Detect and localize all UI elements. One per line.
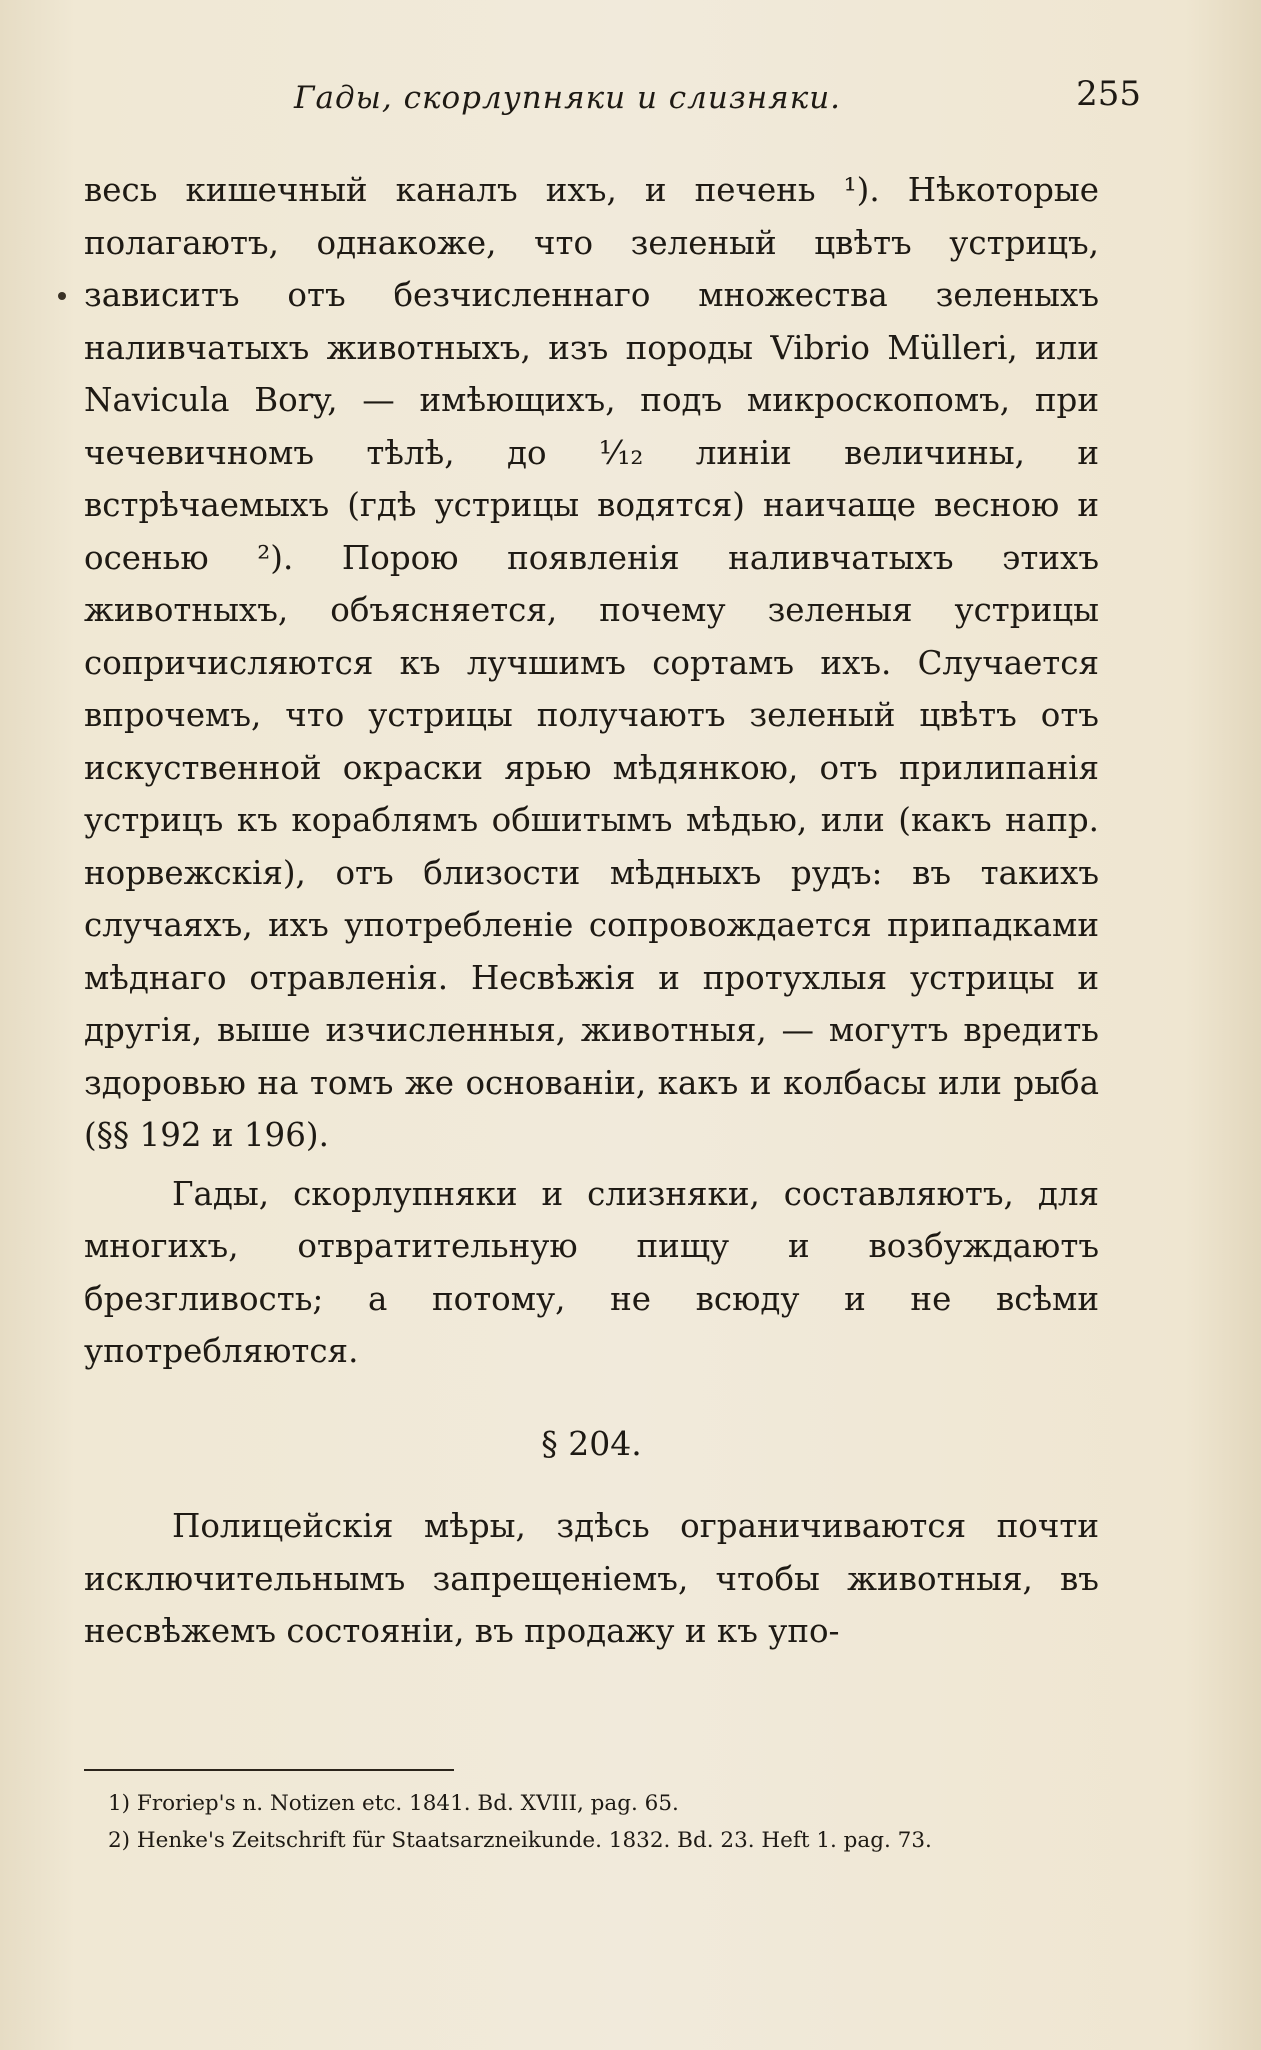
- footnote-2: 2) Henke's Zeitschrift für Staatsarzneikunde. 1832. Bd. 23. Heft 1. pag. 73.: [108, 1828, 932, 1853]
- main-text: [84, 164, 1099, 1658]
- footnotes: [84, 1769, 1099, 1859]
- paragraph-1: весь кишечный каналъ ихъ, и печень ¹). Нѣкоторые полагаютъ, однакоже, что зеленый цвѣтъ устрицъ, зависитъ отъ безчисленнаго множества зеленыхъ наливчатыхъ животныхъ, изъ породы Vibrio Mülleri, или Navicula Bory, — имѣющихъ, подъ микроскопомъ, при чечевичномъ тѣлѣ, до ¹⁄₁₂ линіи величины, и встрѣчаемыхъ (гдѣ устрицы водятся) наичаще весною и осенью ²). Порою появленія наливчатыхъ этихъ животныхъ, объясняется, почему зеленыя устрицы сопричисляются къ лучшимъ сортамъ ихъ. Случается впрочемъ, что устрицы получаютъ зеленый цвѣтъ отъ искуственной окраски ярью мѣдянкою, отъ прилипанія устрицъ къ кораблямъ обшитымъ мѣдью, или (какъ напр. норвежскія), отъ близости мѣдныхъ рудъ: въ такихъ случаяхъ, ихъ употребленіе сопровождается припадками мѣднаго отравленія. Несвѣжія и протухлыя устрицы и другія, выше изчисленныя, животныя, — могутъ вредить здоровью на томъ же основаніи, какъ и колбасы или рыба (§§ 192 и 196).: [84, 171, 1099, 1154]
- page-number: 255: [1076, 74, 1141, 114]
- footnote-divider: [84, 1769, 454, 1771]
- section-heading: § 204.: [541, 1423, 642, 1463]
- paragraph-3: Полицейскія мѣры, здѣсь ограничиваются почти исключительнымъ запрещеніемъ, чтобы животныя, въ несвѣжемъ состояніи, въ продажу и къ упо-: [84, 1507, 1099, 1650]
- paragraph-2: Гады, скорлупняки и слизняки, составляютъ, для многихъ, отвратительную пищу и возбуждаютъ брезгливость; а потому, не всюду и не всѣми употребляются.: [84, 1174, 1099, 1370]
- margin-dot: [58, 292, 66, 300]
- page-header: [84, 74, 1141, 124]
- footnote-1: 1) Froriep's n. Notizen etc. 1841. Bd. XVIII, pag. 65.: [108, 1791, 679, 1816]
- running-title: Гады, скорлупняки и слизняки.: [294, 80, 842, 116]
